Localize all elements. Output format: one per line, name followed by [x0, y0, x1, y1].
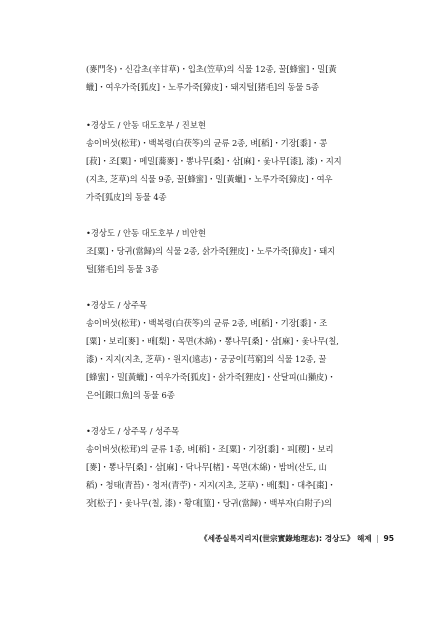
intro-paragraph	[86, 60, 352, 96]
text-line: 송이버섯(松茸)의 균류 1종, 벼[稻]・조[粟]・기장[黍]・피[稷]・보리	[86, 444, 334, 454]
section-bian	[86, 224, 352, 278]
section-heading: •경상도 / 상주목	[86, 300, 148, 310]
section-seongju	[86, 422, 352, 512]
page-number: 95	[383, 534, 395, 543]
text-line: 은어[銀口魚]의 동물 6종	[86, 390, 175, 400]
page-footer	[200, 533, 395, 544]
footer-separator: |	[376, 534, 379, 543]
text-line: 잣[松子]・옻나무(칠, 漆)・황대[篁]・당귀(當歸)・백부자(白附子)의	[86, 498, 332, 508]
footer-title: 《세종실록지리지(世宗實錄地理志): 경상도》 해제	[200, 534, 372, 543]
section-jinbo	[86, 116, 352, 206]
section-heading: •경상도 / 안동 대도호부 / 비안현	[86, 228, 206, 238]
text-line: 조[粟]・당귀(當歸)의 식물 2종, 삵가죽[狸皮]・노루가죽[獐皮]・돼지	[86, 246, 336, 256]
text-line: 송이버섯(松茸)・백복령(白茯笭)의 균류 2종, 벼[稻]・기장[黍]・콩	[86, 138, 328, 148]
section-sangju	[86, 296, 352, 404]
text-line: [菽]・조[粟]・메밀[蕎麥]・뽕나무[桑]・삼[麻]・옻나무[漆], 漆)・지지	[86, 156, 342, 166]
section-heading: •경상도 / 상주목 / 성주목	[86, 426, 180, 436]
text-line: 稻)・청태(青苔)・청저(青苧)・지지(지초, 芝草)・배[梨]・대추[棗]・	[86, 480, 336, 490]
text-line: [麥]・뽕나무[桑]・삼[麻]・닥나무[楮]・목면(木綿)・밤버(산도, 山	[86, 462, 327, 472]
text-line: (麥門冬)・신감초(辛甘草)・입초(笠草)의 식물 12종, 꿀[蜂蜜]・밀[黃	[86, 64, 337, 74]
text-line: (지초, 芝草)의 식물 9종, 꿀[蜂蜜]・밀[黃蠟]・노루가죽[獐皮]・여우	[86, 174, 333, 184]
text-line: 漆)・지지(지초, 芝草)・원지(遠志)・궁궁이[芎窮]의 식물 12종, 꿀	[86, 354, 327, 364]
section-heading: •경상도 / 안동 대도호부 / 진보현	[86, 120, 206, 130]
body-text	[86, 60, 352, 530]
text-line: [蜂蜜]・밀[黃蠟]・여우가죽[狐皮]・삵가죽[狸皮]・산달피(山獺皮)・	[86, 372, 336, 382]
text-line: [粟]・보리[麥]・배[梨]・목면(木綿)・뽕나무[桑]・삼[麻]・옻나무(칠,	[86, 336, 339, 346]
text-line: 털[猪毛]의 동물 3종	[86, 264, 159, 274]
text-line: 송이버섯(松茸)・백복령(白茯笭)의 균류 2종, 벼[稻]・기장[黍]・조	[86, 318, 328, 328]
text-line: 가죽[狐皮]의 동물 4종	[86, 192, 167, 202]
text-line: 蠟]・여우가죽[狐皮]・노루가죽[獐皮]・돼지털[猪毛]의 동물 5종	[86, 82, 319, 92]
